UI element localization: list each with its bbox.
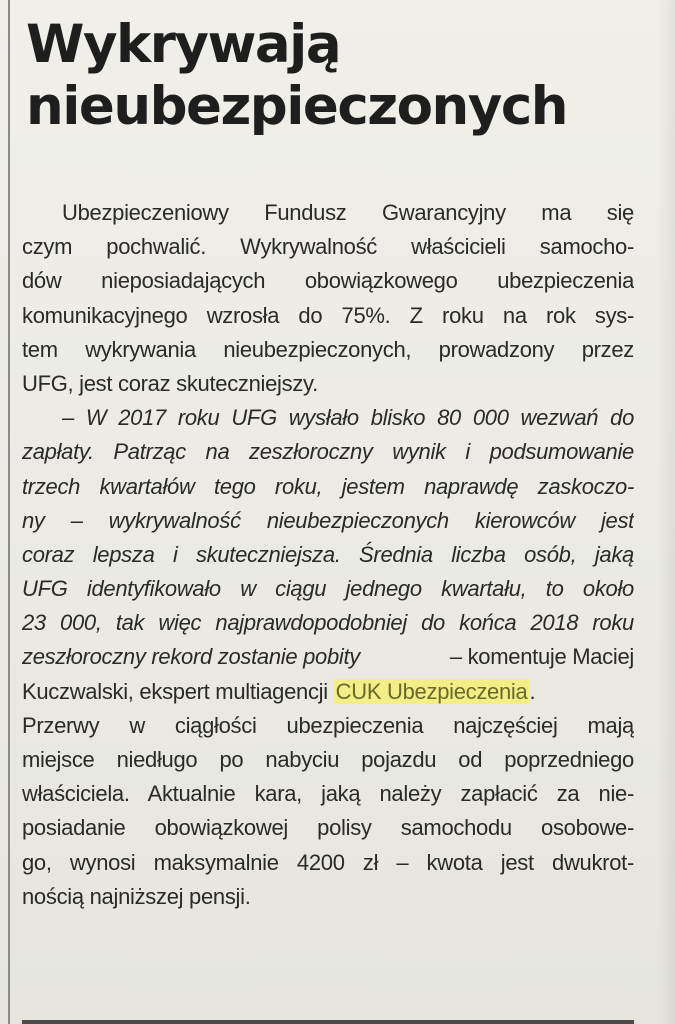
quote-line: ny – wykrywalność nieubezpieczonych kierowców jest [22, 507, 634, 533]
quote-line: 23 000, tak więc najprawdopodobniej do końca 2018 roku [22, 610, 634, 636]
quote-line: – W 2017 roku UFG wysłało blisko 80 000 wezwań do [62, 405, 634, 431]
quote-line: trzech kwartałów tego roku, jestem naprawdę zaskoczo- [22, 473, 634, 499]
article-body [22, 196, 634, 914]
quote-line: zapłaty. Patrząc na zeszłoroczny wynik i podsumowanie [22, 439, 634, 465]
quote-ending: zeszłoroczny rekord zostanie pobity [22, 644, 360, 670]
article-headline [26, 14, 666, 138]
attribution-comment: – komentuje Maciej [449, 644, 634, 670]
attribution-expert: Kuczwalski, ekspert multiagencji [22, 678, 328, 704]
body-line: Przerwy w ciągłości ubezpieczenia najczęściej mają [22, 712, 634, 738]
page-edge-shadow [657, 0, 675, 1024]
body-line: UFG, jest coraz skuteczniejszy. [22, 370, 318, 396]
body-line: nością najniższej pensji. [22, 883, 251, 909]
body-line: właściciela. Aktualnie kara, jaką należy zapłacić za nie- [22, 781, 634, 807]
quote-line: coraz lepsza i skuteczniejsza. Średnia liczba osób, jaką [22, 541, 634, 567]
body-line: komunikacyjnego wzrosła do 75%. Z roku na rok sys- [22, 302, 634, 328]
body-line: posiadanie obowiązkowej polisy samochodu osobowe- [22, 815, 634, 841]
quote-line: UFG identyfikowało w ciągu jednego kwartału, to około [22, 576, 634, 602]
body-line: tem wykrywania nieubezpieczonych, prowadzony przez [22, 336, 634, 362]
body-line: miejsce niedługo po nabyciu pojazdu od poprzedniego [22, 747, 634, 772]
body-line: czym pochwalić. Wykrywalność właścicieli samocho- [22, 234, 634, 260]
attribution-period: . [529, 678, 536, 704]
headline-line-2: nieubezpieczonych [26, 76, 567, 137]
left-column-rule [8, 0, 10, 1024]
attribution-line-2 [22, 675, 634, 709]
attribution-line [22, 640, 634, 674]
body-line: Ubezpieczeniowy Fundusz Gwarancyjny ma się [62, 200, 634, 225]
highlighted-company: CUK Ubezpieczenia [335, 678, 528, 704]
body-line: go, wynosi maksymalnie 4200 zł – kwota jest dwukrot- [22, 849, 634, 875]
bottom-rule [22, 1020, 634, 1024]
body-line: dów nieposiadających obowiązkowego ubezpieczenia [22, 268, 634, 294]
headline-line-1: Wykrywają [26, 14, 341, 75]
